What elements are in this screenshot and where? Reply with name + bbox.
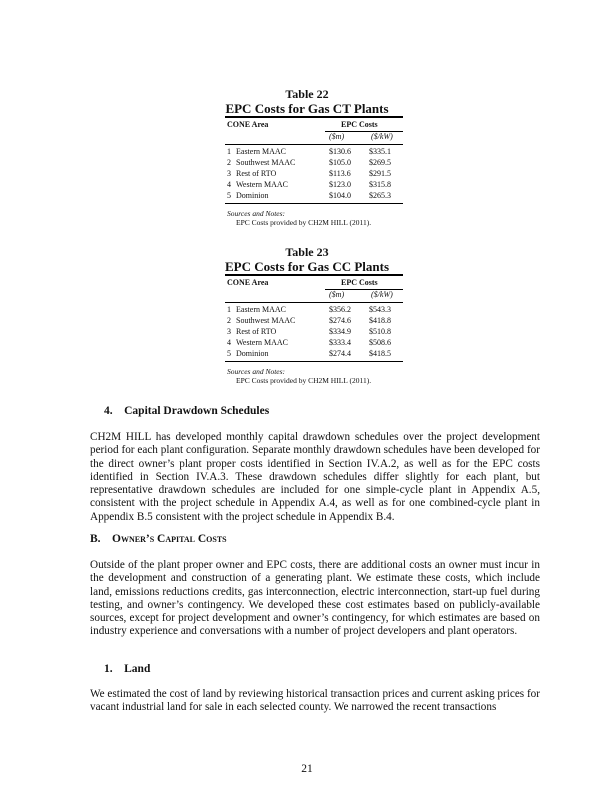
section-heading-land: 1. Land bbox=[104, 663, 151, 675]
section-heading-owners-capital-costs bbox=[90, 532, 227, 546]
sources-notes-text: EPC Costs provided by CH2M HILL (2011). bbox=[236, 376, 372, 385]
page-number: 21 bbox=[301, 763, 313, 775]
row-number: 3 bbox=[227, 169, 231, 178]
row-cost-per-kw: $543.3 bbox=[369, 305, 391, 314]
row-area: Dominion bbox=[236, 349, 269, 358]
row-number: 2 bbox=[227, 316, 231, 325]
table-rule bbox=[225, 203, 403, 204]
row-number: 1 bbox=[227, 147, 231, 156]
row-cost-million: $104.0 bbox=[329, 191, 351, 200]
row-area: Eastern MAAC bbox=[236, 147, 286, 156]
row-cost-per-kw: $508.6 bbox=[369, 338, 391, 347]
table-23 bbox=[225, 274, 403, 394]
row-area: Southwest MAAC bbox=[236, 316, 296, 325]
column-header-area: CONE Area bbox=[227, 120, 269, 129]
row-number: 2 bbox=[227, 158, 231, 167]
table-rule bbox=[225, 302, 403, 303]
unit-per-kw: ($/kW) bbox=[371, 290, 393, 299]
paragraph-land: We estimated the cost of land by reviewing historical transaction prices and current asking prices for vacant industrial land for sale in each selected county. We narrowed the recent transactions bbox=[90, 688, 540, 714]
row-cost-million: $334.9 bbox=[329, 327, 351, 336]
row-number: 3 bbox=[227, 327, 231, 336]
table-rule bbox=[225, 361, 403, 362]
sources-notes-label: Sources and Notes: bbox=[227, 209, 286, 218]
row-number: 5 bbox=[227, 349, 231, 358]
unit-million: ($m) bbox=[329, 132, 345, 141]
row-number: 4 bbox=[227, 180, 231, 189]
row-area: Southwest MAAC bbox=[236, 158, 296, 167]
unit-per-kw: ($/kW) bbox=[371, 132, 393, 141]
row-cost-million: $333.4 bbox=[329, 338, 351, 347]
row-cost-million: $274.4 bbox=[329, 349, 351, 358]
column-header-area: CONE Area bbox=[227, 278, 269, 287]
column-header-costs: EPC Costs bbox=[341, 278, 378, 287]
column-header-costs: EPC Costs bbox=[341, 120, 378, 129]
section-heading-capital-drawdown: 4. Capital Drawdown Schedules bbox=[104, 405, 270, 417]
row-cost-million: $105.0 bbox=[329, 158, 351, 167]
row-area: Western MAAC bbox=[236, 338, 289, 347]
row-cost-million: $356.2 bbox=[329, 305, 351, 314]
row-number: 5 bbox=[227, 191, 231, 200]
table-rule bbox=[225, 116, 403, 118]
row-cost-per-kw: $265.3 bbox=[369, 191, 391, 200]
paragraph-capital-drawdown: CH2M HILL has developed monthly capital drawdown schedules over the project development period for each plant configuration. Separate monthly drawdown schedules have been developed for the direct owner’s plant proper costs identified in Section IV.A.2, as well as for the EPC costs identified in Section IV.A.3. These drawdown schedules differ slightly for each plant, but representative drawdown schedules are included for one simple-cycle plant in Appendix A.5, consistent with the project schedule in Appendix A.4, as well as for one combined-cycle plant in Appendix B.5 consistent with the project schedule in Appendix B.4. bbox=[90, 431, 540, 523]
sources-notes-label: Sources and Notes: bbox=[227, 367, 286, 376]
row-cost-million: $123.0 bbox=[329, 180, 351, 189]
row-cost-million: $113.6 bbox=[329, 169, 351, 178]
sources-notes-text: EPC Costs provided by CH2M HILL (2011). bbox=[236, 218, 372, 227]
unit-million: ($m) bbox=[329, 290, 345, 299]
row-cost-per-kw: $418.8 bbox=[369, 316, 391, 325]
row-area: Rest of RTO bbox=[236, 327, 277, 336]
row-area: Western MAAC bbox=[236, 180, 289, 189]
table-rule bbox=[225, 274, 403, 276]
row-cost-per-kw: $291.5 bbox=[369, 169, 391, 178]
table-23-label: Table 23 bbox=[285, 245, 329, 259]
row-cost-million: $274.6 bbox=[329, 316, 351, 325]
paragraph-owners-capital-costs: Outside of the plant proper owner and EPC costs, there are additional costs an owner must incur in the development and construction of a generating plant. We estimate these costs, which include land, emissions reductions credits, gas interconnection, electric interconnection, start-up fuel during testing, and owner’s contingency. We developed these cost estimates based on publicly-available sources, except for project development and owner’s contingency, for which estimates are based on industry experience and conversations with a number of project developers and plant operators. bbox=[90, 559, 540, 638]
table-22-title: EPC Costs for Gas CT Plants bbox=[225, 101, 389, 116]
section-letter: B. bbox=[90, 533, 101, 545]
row-area: Rest of RTO bbox=[236, 169, 277, 178]
table-22 bbox=[225, 116, 403, 236]
row-area: Dominion bbox=[236, 191, 269, 200]
row-cost-per-kw: $269.5 bbox=[369, 158, 391, 167]
row-number: 1 bbox=[227, 305, 231, 314]
table-22-label: Table 22 bbox=[285, 87, 329, 101]
row-cost-per-kw: $315.8 bbox=[369, 180, 391, 189]
row-cost-per-kw: $335.1 bbox=[369, 147, 391, 156]
table-rule bbox=[225, 144, 403, 145]
row-number: 4 bbox=[227, 338, 231, 347]
row-cost-per-kw: $418.5 bbox=[369, 349, 391, 358]
table-23-title: EPC Costs for Gas CC Plants bbox=[224, 259, 390, 274]
row-cost-million: $130.6 bbox=[329, 147, 351, 156]
section-title: Owner’s Capital Costs bbox=[112, 533, 227, 545]
row-cost-per-kw: $510.8 bbox=[369, 327, 391, 336]
row-area: Eastern MAAC bbox=[236, 305, 286, 314]
